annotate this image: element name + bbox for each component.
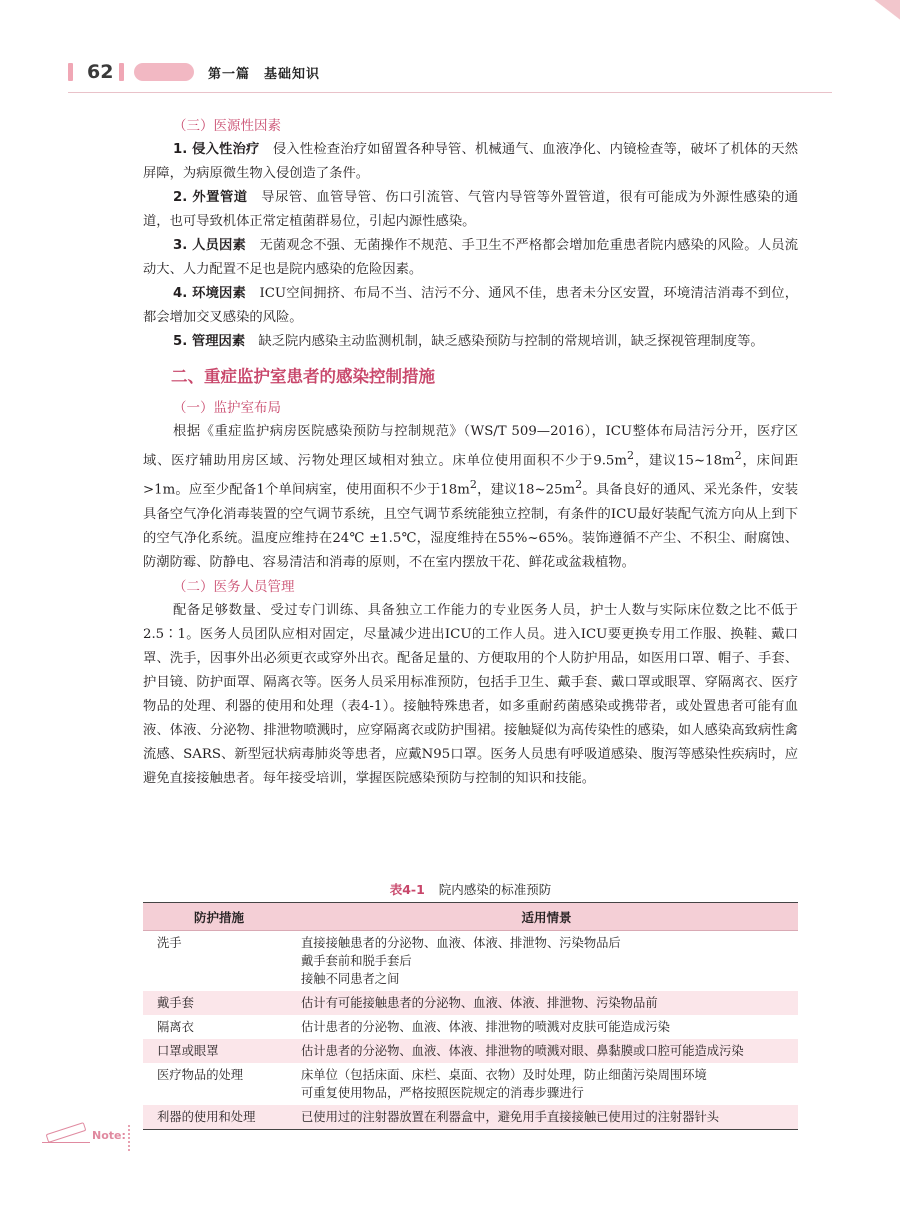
header-pill-decoration xyxy=(134,63,194,81)
scenario-cell xyxy=(295,1105,798,1130)
table-row xyxy=(143,1063,798,1105)
subsection-title-iatrogenic: （三）医源性因素 xyxy=(173,118,281,134)
table-header-row xyxy=(143,903,798,931)
staff-paragraph: 配备足够数量、受过专门训练、具备独立工作能力的专业医务人员，护士人数与实际床位数之比不低于2.5∶1。医务人员团队应相对固定，尽量减少进出ICU的工作人员。进入ICU要更换专用工作服、换鞋、戴口罩、洗手，因事外出必须更衣或穿外出衣。配备足量的、方便取用的个人防护用品，如医用口罩、帽子、手套、护目镜、防护面罩、隔离衣等。医务人员采用标准预防，包括手卫生、戴手套、戴口罩或眼罩、穿隔离衣、医疗物品的处理、利器的使用和处理（表4-1）。接触特殊患者，如多重耐药菌感染或携带者，或处置患者可能有血液、体液、分泌物、排泄物喷溅时，应穿隔离衣或防护围裙。接触疑似为高传染性的感染，如人感染高致病性禽流感、SARS、新型冠状病毒肺炎等患者，应戴N95口罩。医务人员患有呼吸道感染、腹泻等感染性疾病时，应避免直接接触患者。每年接受培训，掌握医院感染预防与控制的知识和技能。 xyxy=(143,602,798,786)
margin-note xyxy=(42,1118,126,1144)
scenario-line: 直接接触患者的分泌物、血液、体液、排泄物、污染物品后 xyxy=(301,936,621,950)
measure-cell: 医疗物品的处理 xyxy=(157,1068,244,1082)
item-text: 无菌观念不强、无菌操作不规范、手卫生不严格都会增加危重患者院内感染的风险。人员流动大、人力配置不足也是院内感染的危险因素。 xyxy=(143,238,799,277)
scenario-line: 接触不同患者之间 xyxy=(301,972,400,986)
running-header xyxy=(68,58,320,86)
chapter-title: 第一篇 基础知识 xyxy=(208,66,321,82)
note-dotted-rule xyxy=(128,1125,133,1151)
text-run: ，床间距>1m。应至少配备1个单间病室，使用面积不少于18m xyxy=(143,453,798,498)
column-header-measure: 防护措施 xyxy=(143,903,295,931)
item-term: 1. 侵入性治疗 xyxy=(173,142,260,157)
item-term: 5. 管理因素 xyxy=(173,334,246,349)
page-number: 62 xyxy=(87,61,114,83)
scenario-line: 戴手套前和脱手套后 xyxy=(301,954,412,968)
scenario-line: 可重复使用物品，严格按照医院规定的消毒步骤进行 xyxy=(301,1086,584,1100)
page-body xyxy=(143,114,798,791)
measure-cell: 洗手 xyxy=(157,936,182,950)
note-label: Note: xyxy=(92,1129,126,1142)
subsection-title-staff: （二）医务人员管理 xyxy=(173,578,295,595)
text-run: ，建议15~18m xyxy=(634,453,735,469)
scenario-line: 估计有可能接触患者的分泌物、血液、体液、排泄物、污染物品前 xyxy=(301,996,658,1010)
header-rule xyxy=(68,92,832,93)
list-item xyxy=(143,138,798,186)
scenario-cell xyxy=(295,1015,798,1039)
table-row xyxy=(143,931,798,992)
scenario-cell xyxy=(295,931,798,992)
measure-cell: 戴手套 xyxy=(143,991,295,1015)
measure-cell: 口罩或眼罩 xyxy=(143,1039,295,1063)
precautions-table xyxy=(143,902,798,1130)
scenario-line: 已使用过的注射器放置在利器盒中，避免用手直接接触已使用过的注射器针头 xyxy=(301,1110,720,1124)
item-term: 3. 人员因素 xyxy=(173,238,246,253)
superscript: 2 xyxy=(469,478,477,492)
scenario-cell xyxy=(295,1039,798,1063)
table-title: 院内感染的标准预防 xyxy=(438,882,552,897)
superscript: 2 xyxy=(734,449,742,462)
list-item xyxy=(143,282,798,330)
text-run: 根据《重症监护病房医院感染预防与控制规范》（WS/T 509—2016），ICU整体布局洁污分开，医疗区域、医疗辅助用房区域、污物处理区域相对独立。床单位使用面积不少于9.5m xyxy=(143,424,798,469)
list-item xyxy=(143,186,798,234)
table-row xyxy=(143,1039,798,1063)
table-number: 表4-1 xyxy=(389,882,425,897)
item-text: 缺乏院内感染主动监测机制，缺乏感染预防与控制的常规培训，缺乏探视管理制度等。 xyxy=(258,334,764,349)
list-item xyxy=(143,234,798,282)
page-corner-decoration xyxy=(874,0,900,20)
scenario-line: 估计患者的分泌物、血液、体液、排泄物的喷溅对皮肤可能造成污染 xyxy=(301,1020,670,1034)
table-row xyxy=(143,1105,798,1130)
item-text: 侵入性检查治疗如留置各种导管、机械通气、血液净化、内镜检查等，破坏了机体的天然屏障，为病原微生物入侵创造了条件。 xyxy=(143,142,799,181)
pencil-icon xyxy=(42,1118,88,1144)
item-text: 导尿管、血管导管、伤口引流管、气管内导管等外置管道，很有可能成为外源性感染的通道，也可导致机体正常定植菌群易位，引起内源性感染。 xyxy=(143,190,799,229)
table-row xyxy=(143,991,798,1015)
superscript: 2 xyxy=(627,449,635,462)
scenario-line: 估计患者的分泌物、血液、体液、排泄物的喷溅对眼、鼻黏膜或口腔可能造成污染 xyxy=(301,1044,744,1058)
measure-cell: 利器的使用和处理 xyxy=(143,1105,295,1130)
list-item xyxy=(143,330,798,354)
header-accent-bar xyxy=(68,63,73,81)
scenario-line: 床单位（包括床面、床栏、桌面、衣物）及时处理，防止细菌污染周围环境 xyxy=(301,1068,707,1082)
superscript: 2 xyxy=(575,478,583,492)
scenario-cell xyxy=(295,1063,798,1105)
layout-paragraph xyxy=(143,420,798,575)
item-term: 4. 环境因素 xyxy=(173,286,246,301)
text-run: ，建议18~25m xyxy=(476,482,576,498)
scenario-cell xyxy=(295,991,798,1015)
table-caption xyxy=(143,880,798,898)
column-header-scenario: 适用情景 xyxy=(295,903,798,931)
item-text: ICU空间拥挤、布局不当、洁污不分、通风不佳，患者未分区安置，环境清洁消毒不到位，都会增加交叉感染的风险。 xyxy=(143,286,799,325)
text-run: 。具备良好的通风、采光条件，安装具备空气净化消毒装置的空气调节系统，且空气调节系统能独立控制，有条件的ICU最好装配气流方向从上到下的空气净化系统。温度应维持在24℃ ±1.5℃，湿度维持在55%~65%。装饰遵循不产尘、不积尘、耐腐蚀、防潮防霉、防静电、容易清洁和消毒的原则，不在室内摆放干花、鲜花或盆栽植物。 xyxy=(143,482,799,570)
measure-cell: 隔离衣 xyxy=(157,1020,194,1034)
item-term: 2. 外置管道 xyxy=(173,190,248,205)
table-row xyxy=(143,1015,798,1039)
section-title-infection-control: 二、重症监护室患者的感染控制措施 xyxy=(171,367,435,386)
subsection-title-layout: （一）监护室布局 xyxy=(173,400,281,416)
header-accent-bar xyxy=(119,63,124,81)
